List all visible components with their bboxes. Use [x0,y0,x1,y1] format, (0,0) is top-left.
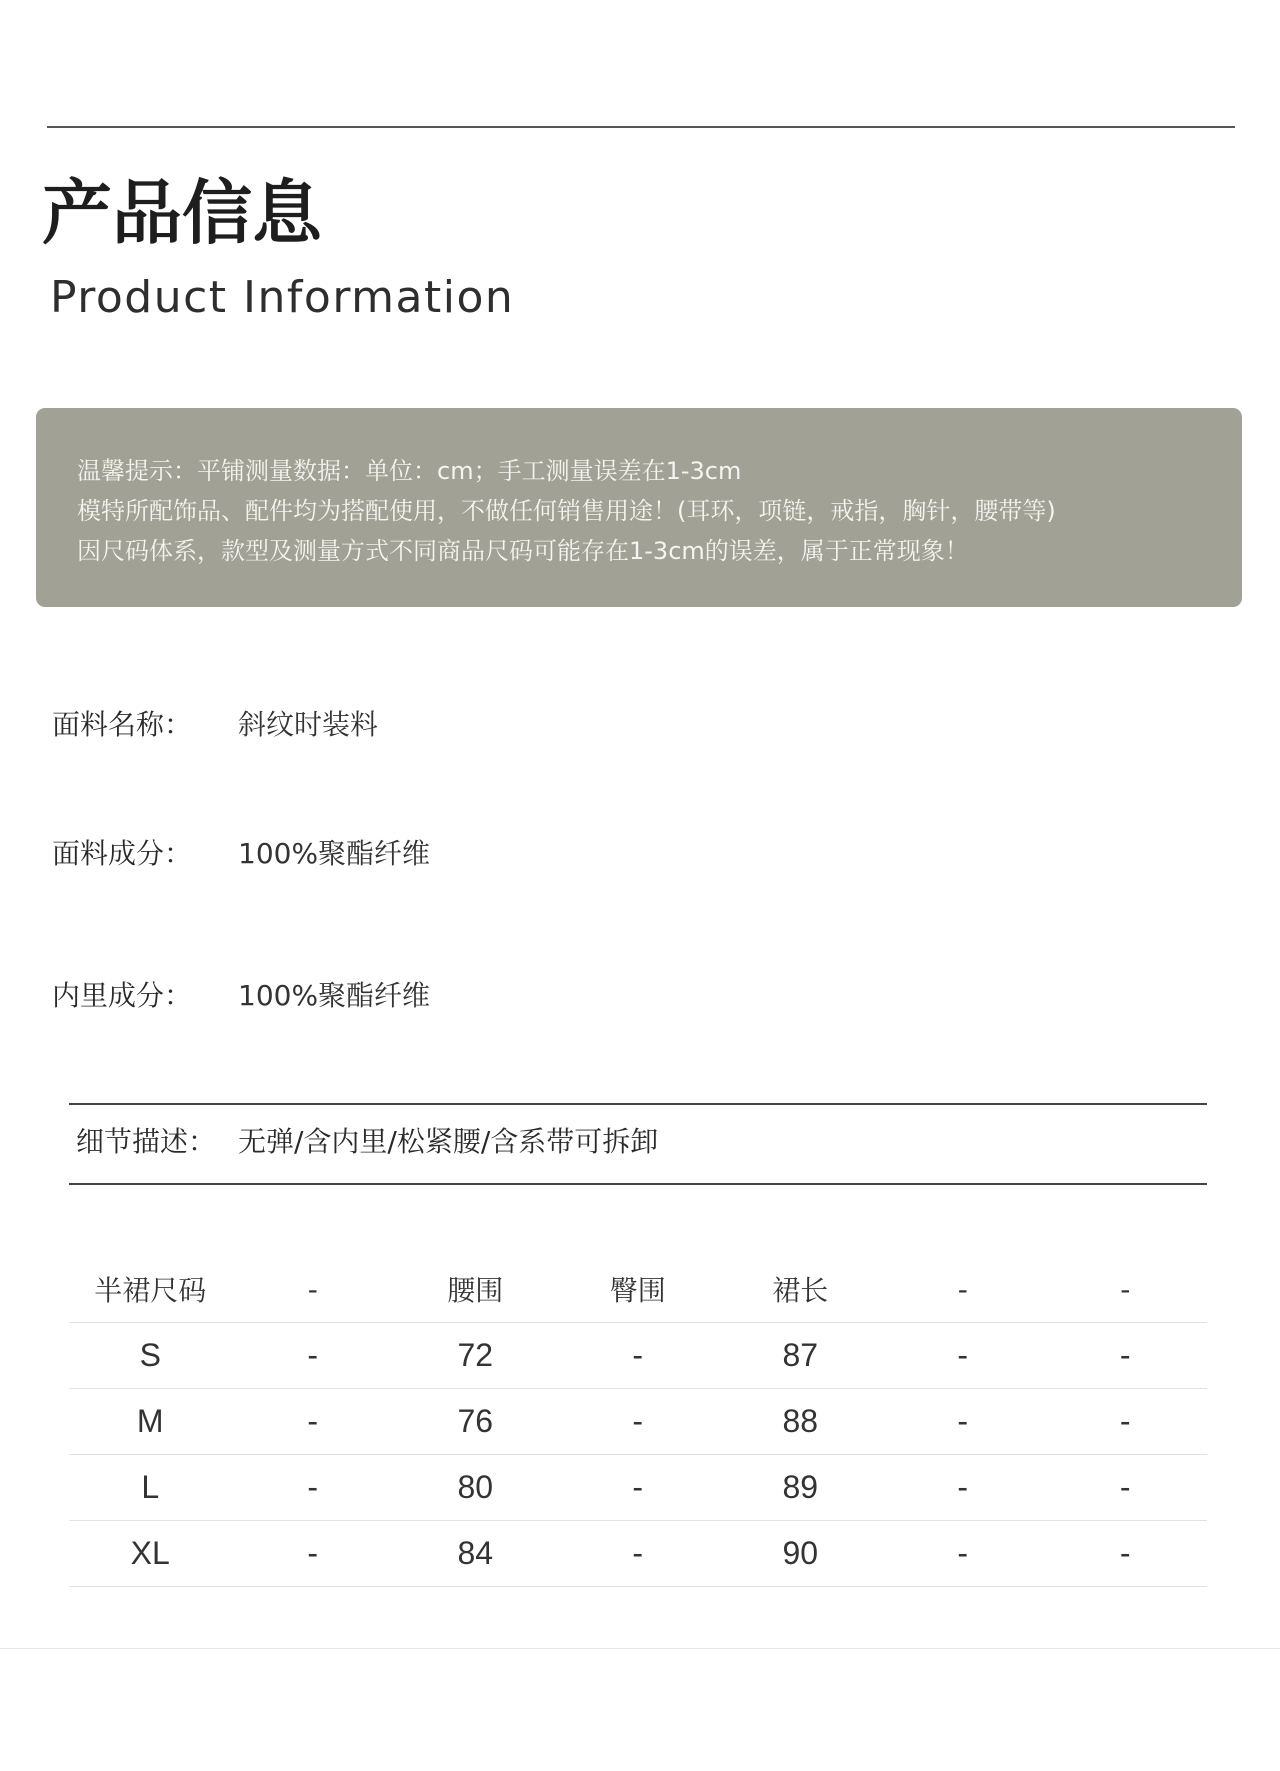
table-cell: XL [130,1535,170,1571]
fabric-composition-value: 100%聚酯纤维 [238,837,431,870]
details-bottom-divider [69,1183,1207,1185]
table-row [69,1521,1207,1587]
header-cell: 腰围 [447,1274,504,1307]
table-cell: S [139,1337,161,1373]
size-table [69,1256,1207,1587]
details-top-divider [69,1103,1207,1105]
table-cell: 76 [457,1403,494,1439]
header-cell: 裙长 [772,1274,829,1307]
table-cell: - [957,1403,969,1439]
table-row [69,1455,1207,1521]
table-cell: - [307,1337,319,1373]
bottom-divider [0,1648,1280,1649]
table-cell: - [1119,1535,1131,1571]
details-label: 细节描述： [76,1125,217,1158]
table-row [69,1389,1207,1455]
fabric-name-label: 面料名称： [52,708,193,741]
table-cell: - [632,1337,644,1373]
header-cell: 臀围 [609,1274,666,1307]
table-cell: - [632,1535,644,1571]
fabric-name-value: 斜纹时装料 [238,708,379,741]
size-table-header [69,1256,1207,1323]
details-row [76,1122,658,1162]
table-cell: - [632,1403,644,1439]
table-cell: 72 [457,1337,494,1373]
table-cell: L [141,1469,160,1505]
table-cell: - [1119,1337,1131,1373]
top-divider [47,126,1235,128]
page-subtitle: Product Information [50,272,515,323]
table-row [69,1323,1207,1389]
notice-line: 模特所配饰品、配件均为搭配使用，不做任何销售用途！(耳环，项链，戒指，胸针，腰带等) [77,497,1056,525]
header-cell: - [307,1272,318,1306]
fabric-name-row [52,705,378,745]
table-cell: - [632,1469,644,1505]
table-cell: 87 [782,1337,819,1373]
lining-composition-value: 100%聚酯纤维 [238,979,431,1012]
table-cell: - [1119,1403,1131,1439]
header-cell: - [957,1272,968,1306]
table-cell: - [957,1469,969,1505]
table-cell: 88 [782,1403,819,1439]
header-cell: - [1120,1272,1131,1306]
fabric-composition-row [52,834,430,874]
fabric-composition-label: 面料成分： [52,837,193,870]
lining-composition-label: 内里成分： [52,979,193,1012]
lining-composition-row [52,976,430,1016]
table-cell: - [307,1535,319,1571]
table-cell: 80 [457,1469,494,1505]
header-cell: 半裙尺码 [94,1274,207,1307]
notice-line: 因尺码体系，款型及测量方式不同商品尺码可能存在1-3cm的误差，属于正常现象！ [77,537,969,565]
table-cell: - [307,1469,319,1505]
table-cell: - [1119,1469,1131,1505]
table-cell: - [957,1337,969,1373]
table-cell: 84 [457,1535,494,1571]
table-cell: - [957,1535,969,1571]
notice-box [36,408,1242,607]
table-cell: 90 [782,1535,819,1571]
details-value: 无弹/含内里/松紧腰/含系带可拆卸 [238,1125,659,1158]
notice-line: 温馨提示：平铺测量数据：单位：cm；手工测量误差在1-3cm [77,457,742,485]
table-cell: M [136,1403,164,1439]
table-cell: 89 [782,1469,819,1505]
table-cell: - [307,1403,319,1439]
page-title: 产品信息 [42,172,322,254]
